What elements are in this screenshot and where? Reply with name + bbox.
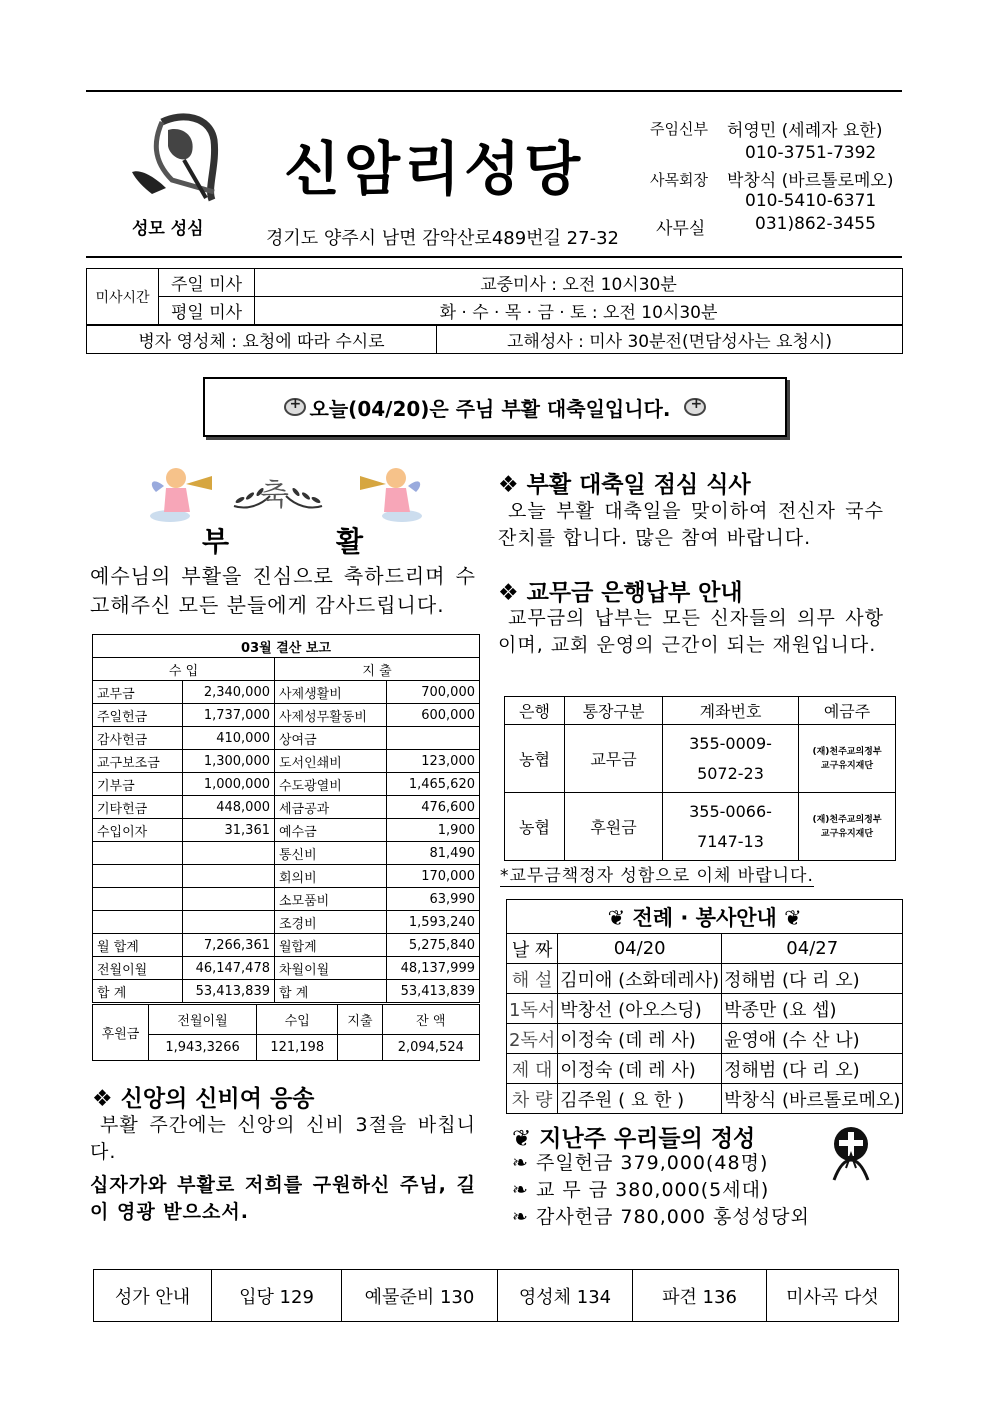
bank-name: 농협 <box>505 793 565 861</box>
income-item <box>93 888 183 911</box>
income-item <box>93 865 183 888</box>
weekday-mass-label: 평일 미사 <box>159 297 255 325</box>
income-amount <box>183 888 275 911</box>
cross-icon <box>284 398 306 416</box>
list-item <box>512 1177 810 1204</box>
page-title: 신암리성당 <box>284 135 585 203</box>
sacrament-table <box>86 325 903 354</box>
minister-week-1: 박창선 (아오스딩) <box>558 994 722 1024</box>
chuk-character: 축 <box>260 478 289 513</box>
diamond-icon: ❖ <box>92 1086 113 1112</box>
expense-item: 예수금 <box>275 819 387 842</box>
contact-office-phone: 031)862-3455 <box>755 214 876 234</box>
tithe-text: 교무금의 납부는 모든 신자들의 의무 사항이며, 교회 운영의 근간이 되는 재원입니다. <box>498 607 884 656</box>
income-amount: 448,000 <box>183 796 275 819</box>
angel-left-icon <box>148 462 218 528</box>
income-item: 합 계 <box>93 980 183 1003</box>
date-label: 날 짜 <box>507 934 558 964</box>
expense-amount: 5,275,840 <box>387 934 480 957</box>
table-row <box>93 957 480 980</box>
expense-item: 차월이월 <box>275 957 387 980</box>
easter-word-2: 활 <box>336 525 364 558</box>
support-table <box>92 1004 480 1061</box>
lunch-text: 오늘 부활 대축일을 맞이하여 전신자 국수 잔치를 합니다. 많은 참여 바랍니다. <box>498 500 884 549</box>
diamond-icon: ❖ <box>498 472 519 498</box>
offering-sunday: 주일헌금 379,000(48명) <box>535 1152 769 1174</box>
offering-heading <box>512 1120 755 1153</box>
minister-week-2: 박창식 (바르톨로메오) <box>722 1084 903 1114</box>
income-item <box>93 911 183 934</box>
holder-header: 예금주 <box>799 697 896 725</box>
table-row <box>93 934 480 957</box>
table-row <box>93 865 480 888</box>
account-type: 교무금 <box>565 725 663 793</box>
bullet-leaf-icon: ❧ <box>512 1152 529 1174</box>
account-number-2: 5072-23 <box>697 763 764 783</box>
list-item <box>512 1150 810 1177</box>
expense-item: 조경비 <box>275 911 387 934</box>
contact-pastor-name: 허영민 (세례자 요한) <box>727 121 883 141</box>
table-row <box>93 681 480 704</box>
hymn-offertory: 예물준비 130 <box>342 1270 498 1322</box>
income-item: 교무금 <box>93 681 183 704</box>
header-top-rule <box>86 90 902 92</box>
mass-schedule-table <box>86 268 903 325</box>
liturgy-role: 1독서 <box>507 994 558 1024</box>
table-row <box>505 725 896 793</box>
offering-tithe: 교 무 금 380,000(5세대) <box>535 1179 770 1201</box>
income-item <box>93 842 183 865</box>
income-item: 감사헌금 <box>93 727 183 750</box>
banner-text: 오늘(04/20)은 주님 부활 대축일입니다. <box>309 396 671 421</box>
support-expense <box>338 1035 382 1061</box>
lunch-heading <box>498 466 751 499</box>
support-header-carry: 전월이월 <box>149 1005 257 1035</box>
support-label: 후원금 <box>93 1005 149 1061</box>
offering-list <box>512 1150 810 1231</box>
expense-amount: 1,465,620 <box>387 773 480 796</box>
table-row <box>507 1024 903 1054</box>
minister-week-1: 김미애 (소화데레사) <box>558 964 722 994</box>
expense-amount <box>387 727 480 750</box>
table-row <box>93 980 480 1003</box>
liturgy-heading-text: 전례 · 봉사안내 <box>632 905 777 930</box>
income-amount: 410,000 <box>183 727 275 750</box>
table-row <box>93 796 480 819</box>
sick-communion: 병자 영성체 : 요청에 따라 수시로 <box>87 326 437 354</box>
sunday-mass-time: 교중미사 : 오전 10시30분 <box>255 269 903 297</box>
list-item <box>512 1204 810 1231</box>
expense-item: 회의비 <box>275 865 387 888</box>
minister-week-2: 정해범 (다 리 오) <box>722 964 903 994</box>
income-amount <box>183 865 275 888</box>
mass-label: 미사시간 <box>87 269 159 325</box>
table-row <box>507 1054 903 1084</box>
bank-table <box>504 696 896 861</box>
minister-week-1: 이정숙 (데 레 사) <box>558 1024 722 1054</box>
hymn-mass-setting: 미사곡 다섯 <box>767 1270 899 1322</box>
liturgy-role: 제 대 <box>507 1054 558 1084</box>
finance-report-table <box>92 634 480 1003</box>
hymn-recessional: 파견 136 <box>633 1270 767 1322</box>
income-item: 전월이월 <box>93 957 183 980</box>
hymn-table <box>93 1269 899 1322</box>
church-address: 경기도 양주시 남면 감악산로489번길 27-32 <box>266 228 619 249</box>
logo-caption: 성모 성심 <box>132 219 204 239</box>
table-row <box>507 994 903 1024</box>
contact-pastor-phone: 010-3751-7392 <box>745 143 877 163</box>
expense-item: 소모품비 <box>275 888 387 911</box>
income-amount: 31,361 <box>183 819 275 842</box>
hymn-communion: 영성체 134 <box>498 1270 633 1322</box>
holder-1: (재)천주교의정부 <box>812 814 882 825</box>
income-header: 수 입 <box>93 658 275 681</box>
income-amount: 53,413,839 <box>183 980 275 1003</box>
income-amount: 46,147,478 <box>183 957 275 980</box>
leaf-icon: ❦ <box>784 905 802 930</box>
expense-amount: 1,593,240 <box>387 911 480 934</box>
table-row <box>93 842 480 865</box>
diamond-icon: ❖ <box>498 580 519 606</box>
type-header: 통장구분 <box>565 697 663 725</box>
tithe-heading-text: 교무금 은행납부 안내 <box>526 580 743 606</box>
date-1: 04/20 <box>558 934 722 964</box>
expense-item: 도서인쇄비 <box>275 750 387 773</box>
hymn-label: 성가 안내 <box>94 1270 212 1322</box>
date-2: 04/27 <box>722 934 903 964</box>
expense-header: 지 출 <box>275 658 480 681</box>
income-amount: 1,737,000 <box>183 704 275 727</box>
creed-text-1: 부활 주간에는 신앙의 신비 3절을 바칩니다. <box>90 1114 476 1163</box>
support-header-balance: 잔 액 <box>382 1005 479 1035</box>
income-amount: 2,340,000 <box>183 681 275 704</box>
creed-text-2: 십자가와 부활로 저희를 구원하신 주님, 길이 영광 받으소서. <box>90 1174 476 1223</box>
confession-info: 고해성사 : 미사 30분전(면담성사는 요청시) <box>437 326 903 354</box>
table-row <box>507 964 903 994</box>
expense-amount: 600,000 <box>387 704 480 727</box>
bank-header: 은행 <box>505 697 565 725</box>
expense-item: 상여금 <box>275 727 387 750</box>
expense-amount: 700,000 <box>387 681 480 704</box>
account-header: 계좌번호 <box>663 697 799 725</box>
contact-president-phone: 010-5410-6371 <box>745 191 877 211</box>
expense-amount: 48,137,999 <box>387 957 480 980</box>
income-item: 기타헌금 <box>93 796 183 819</box>
easter-message: 예수님의 부활을 진심으로 축하드리며 수고해주신 모든 분들에게 감사드립니다. <box>90 564 476 617</box>
account-type: 후원금 <box>565 793 663 861</box>
liturgy-role: 차 량 <box>507 1084 558 1114</box>
easter-banner <box>203 377 787 437</box>
tithe-note: *교무금책정자 성함으로 이체 바랍니다. <box>500 861 814 887</box>
expense-item: 수도광열비 <box>275 773 387 796</box>
expense-item: 합 계 <box>275 980 387 1003</box>
expense-amount: 1,900 <box>387 819 480 842</box>
holder-1: (재)천주교의정부 <box>812 746 882 757</box>
expense-item: 월합계 <box>275 934 387 957</box>
praying-cross-icon <box>824 1124 878 1186</box>
offering-heading-text: 지난주 우리들의 정성 <box>539 1126 756 1152</box>
minister-week-1: 이정숙 (데 레 사) <box>558 1054 722 1084</box>
contact-pastor-role: 주임신부 <box>650 120 708 138</box>
support-header-expense: 지출 <box>338 1005 382 1035</box>
income-amount: 1,000,000 <box>183 773 275 796</box>
sacred-heart-logo <box>122 110 232 205</box>
expense-item: 통신비 <box>275 842 387 865</box>
holder-2: 교구유지재단 <box>820 760 874 771</box>
leaf-icon: ❦ <box>512 1126 532 1152</box>
bullet-leaf-icon: ❧ <box>512 1206 529 1228</box>
weekday-mass-time: 화 · 수 · 목 · 금 · 토 : 오전 10시30분 <box>255 297 903 325</box>
expense-amount: 53,413,839 <box>387 980 480 1003</box>
tithe-heading <box>498 574 743 607</box>
table-row <box>93 819 480 842</box>
bullet-leaf-icon: ❧ <box>512 1179 529 1201</box>
income-amount <box>183 911 275 934</box>
offering-thanks: 감사헌금 780,000 홍성성당외 <box>535 1206 810 1228</box>
income-amount: 1,300,000 <box>183 750 275 773</box>
table-row <box>505 793 896 861</box>
income-item: 월 합계 <box>93 934 183 957</box>
income-item: 기부금 <box>93 773 183 796</box>
table-row <box>93 888 480 911</box>
table-row <box>93 773 480 796</box>
minister-week-1: 김주원 ( 요 한 ) <box>558 1084 722 1114</box>
table-row <box>93 911 480 934</box>
angel-right-icon <box>354 462 424 528</box>
hymn-entrance: 입당 129 <box>212 1270 342 1322</box>
table-row <box>93 750 480 773</box>
liturgy-role: 해 설 <box>507 964 558 994</box>
expense-amount: 123,000 <box>387 750 480 773</box>
holder-2: 교구유지재단 <box>820 828 874 839</box>
expense-item: 사제성무활동비 <box>275 704 387 727</box>
leaf-icon: ❦ <box>607 905 626 930</box>
liturgy-role: 2독서 <box>507 1024 558 1054</box>
contact-office-role: 사무실 <box>656 219 706 239</box>
lunch-heading-text: 부활 대축일 점심 식사 <box>526 472 751 498</box>
expense-item: 세금공과 <box>275 796 387 819</box>
minister-week-2: 윤영애 (수 산 나) <box>722 1024 903 1054</box>
contact-president-role: 사목회장 <box>650 171 708 189</box>
support-header-income: 수입 <box>257 1005 338 1035</box>
table-row <box>93 704 480 727</box>
account-number-1: 355-0066- <box>689 801 772 821</box>
expense-item: 사제생활비 <box>275 681 387 704</box>
minister-week-2: 정해범 (다 리 오) <box>722 1054 903 1084</box>
income-item: 주일헌금 <box>93 704 183 727</box>
account-number-1: 355-0009- <box>689 733 772 753</box>
expense-amount: 81,490 <box>387 842 480 865</box>
expense-amount: 63,990 <box>387 888 480 911</box>
support-balance: 2,094,524 <box>382 1035 479 1061</box>
minister-week-2: 박종만 (요 셉) <box>722 994 903 1024</box>
cross-icon <box>684 398 706 416</box>
income-item: 수입이자 <box>93 819 183 842</box>
liturgy-table <box>506 899 903 1114</box>
expense-amount: 476,600 <box>387 796 480 819</box>
income-item: 교구보조금 <box>93 750 183 773</box>
header-bottom-rule <box>86 256 902 258</box>
easter-word-1: 부 <box>202 525 230 558</box>
support-carry: 1,943,3266 <box>149 1035 257 1061</box>
creed-heading <box>92 1080 314 1113</box>
contact-president-name: 박창식 (바르톨로메오) <box>727 171 894 191</box>
income-amount <box>183 842 275 865</box>
sunday-mass-label: 주일 미사 <box>159 269 255 297</box>
bank-name: 농협 <box>505 725 565 793</box>
expense-amount: 170,000 <box>387 865 480 888</box>
creed-heading-text: 신앙의 신비여 응송 <box>120 1086 315 1112</box>
table-row <box>93 727 480 750</box>
liturgy-heading <box>507 900 903 934</box>
income-amount: 7,266,361 <box>183 934 275 957</box>
support-income: 121,198 <box>257 1035 338 1061</box>
account-number-2: 7147-13 <box>697 831 764 851</box>
finance-title: 03월 결산 보고 <box>93 635 480 658</box>
table-row <box>507 1084 903 1114</box>
